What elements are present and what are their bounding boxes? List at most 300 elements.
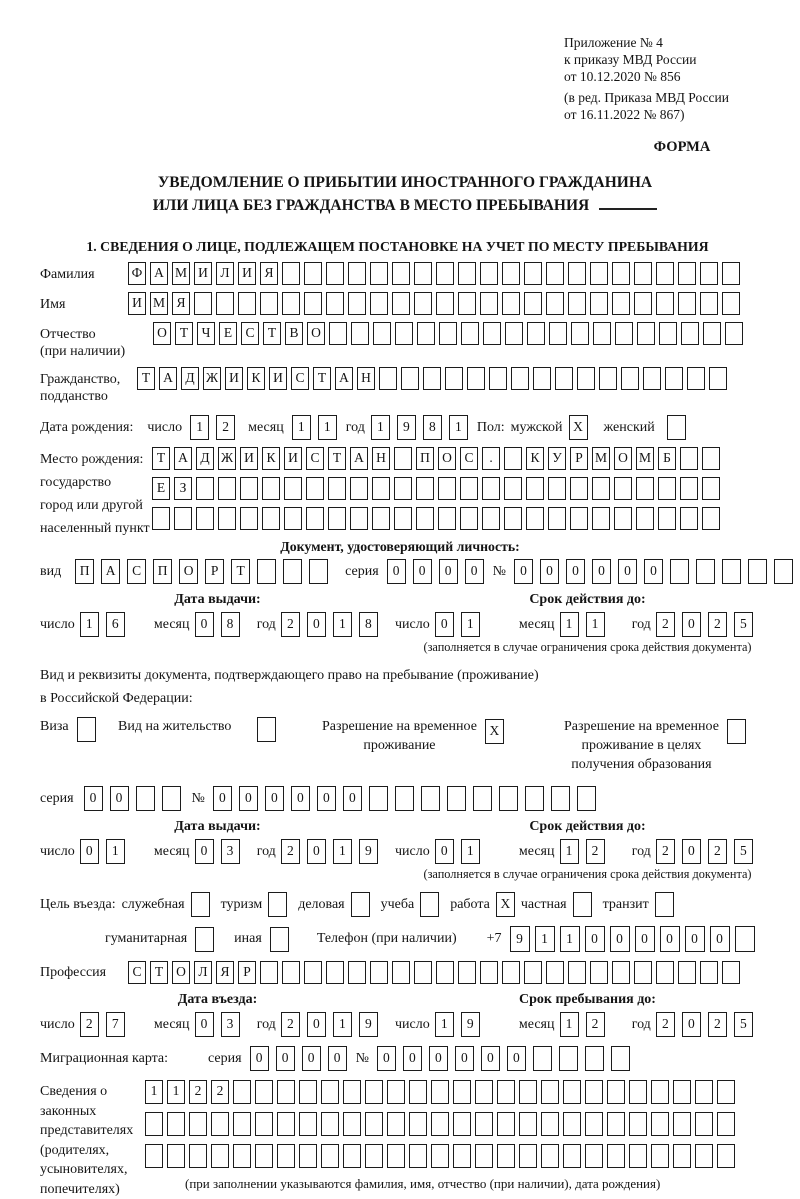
char-cell[interactable]: З [174, 477, 192, 500]
char-cell[interactable] [240, 477, 258, 500]
char-cell[interactable] [306, 507, 324, 530]
char-cell[interactable]: 1 [106, 839, 125, 864]
char-cell[interactable]: 2 [281, 612, 300, 637]
representatives-row1[interactable] [145, 1080, 800, 1104]
char-cell[interactable]: 0 [307, 612, 326, 637]
char-cell[interactable]: 1 [560, 926, 580, 952]
char-cell[interactable] [218, 477, 236, 500]
char-cell[interactable] [351, 322, 369, 345]
char-cell[interactable] [420, 892, 439, 917]
char-cell[interactable]: Е [219, 322, 237, 345]
char-cell[interactable] [700, 262, 718, 285]
char-cell[interactable] [643, 367, 661, 390]
char-cell[interactable]: 0 [435, 839, 454, 864]
char-cell[interactable]: Л [216, 262, 234, 285]
char-cell[interactable] [673, 1112, 691, 1136]
char-cell[interactable] [343, 1144, 361, 1168]
char-cell[interactable] [497, 1112, 515, 1136]
char-cell[interactable]: 1 [167, 1080, 185, 1104]
char-cell[interactable] [467, 367, 485, 390]
char-cell[interactable] [480, 262, 498, 285]
char-cell[interactable] [722, 292, 740, 315]
char-cell[interactable]: К [526, 447, 544, 470]
char-cell[interactable] [702, 447, 720, 470]
char-cell[interactable] [526, 507, 544, 530]
char-cell[interactable] [458, 292, 476, 315]
char-cell[interactable] [527, 322, 545, 345]
char-cell[interactable] [563, 1112, 581, 1136]
char-cell[interactable]: 1 [371, 415, 390, 440]
char-cell[interactable] [196, 477, 214, 500]
char-cell[interactable] [590, 262, 608, 285]
char-cell[interactable]: П [153, 559, 172, 584]
char-cell[interactable]: А [350, 447, 368, 470]
purpose-official-checkbox[interactable] [191, 892, 210, 917]
char-cell[interactable] [277, 1112, 295, 1136]
char-cell[interactable] [299, 1112, 317, 1136]
char-cell[interactable] [502, 262, 520, 285]
char-cell[interactable]: 0 [276, 1046, 295, 1071]
char-cell[interactable]: 1 [449, 415, 468, 440]
char-cell[interactable] [370, 292, 388, 315]
char-cell[interactable] [394, 447, 412, 470]
char-cell[interactable] [306, 477, 324, 500]
char-cell[interactable] [284, 477, 302, 500]
char-cell[interactable]: 0 [465, 559, 484, 584]
char-cell[interactable] [436, 262, 454, 285]
birth-place-row2[interactable] [152, 477, 800, 500]
patronymic-cells[interactable] [153, 322, 800, 345]
char-cell[interactable]: Т [175, 322, 193, 345]
char-cell[interactable] [533, 1046, 552, 1071]
char-cell[interactable] [504, 507, 522, 530]
char-cell[interactable] [365, 1112, 383, 1136]
char-cell[interactable]: Т [137, 367, 155, 390]
char-cell[interactable] [629, 1112, 647, 1136]
char-cell[interactable] [636, 507, 654, 530]
char-cell[interactable] [651, 1112, 669, 1136]
char-cell[interactable]: 7 [106, 1012, 125, 1037]
char-cell[interactable]: Т [313, 367, 331, 390]
char-cell[interactable] [722, 559, 741, 584]
char-cell[interactable] [238, 292, 256, 315]
char-cell[interactable] [673, 1080, 691, 1104]
char-cell[interactable]: 8 [221, 612, 240, 637]
char-cell[interactable] [680, 507, 698, 530]
char-cell[interactable] [678, 262, 696, 285]
char-cell[interactable] [722, 262, 740, 285]
char-cell[interactable] [370, 262, 388, 285]
char-cell[interactable]: 0 [403, 1046, 422, 1071]
char-cell[interactable] [637, 322, 655, 345]
char-cell[interactable] [489, 367, 507, 390]
char-cell[interactable] [505, 322, 523, 345]
temp-permit-edu-checkbox[interactable] [727, 719, 746, 744]
birth-place-row1[interactable] [152, 447, 800, 470]
char-cell[interactable]: 2 [586, 839, 605, 864]
char-cell[interactable]: 0 [377, 1046, 396, 1071]
issue-year-cells[interactable] [281, 612, 395, 637]
char-cell[interactable]: Ж [203, 367, 221, 390]
char-cell[interactable]: 1 [333, 612, 352, 637]
char-cell[interactable] [511, 367, 529, 390]
given-name-cells[interactable] [128, 292, 800, 315]
char-cell[interactable] [351, 892, 370, 917]
char-cell[interactable] [593, 322, 611, 345]
char-cell[interactable] [681, 322, 699, 345]
char-cell[interactable]: 2 [708, 1012, 727, 1037]
char-cell[interactable] [458, 961, 476, 984]
char-cell[interactable]: Д [196, 447, 214, 470]
char-cell[interactable] [497, 1144, 515, 1168]
char-cell[interactable]: 1 [80, 612, 99, 637]
char-cell[interactable]: Т [150, 961, 168, 984]
char-cell[interactable]: У [548, 447, 566, 470]
char-cell[interactable]: С [127, 559, 146, 584]
char-cell[interactable]: 0 [514, 559, 533, 584]
char-cell[interactable] [423, 367, 441, 390]
char-cell[interactable] [392, 292, 410, 315]
profession-cells[interactable] [128, 961, 800, 984]
char-cell[interactable] [577, 786, 596, 811]
char-cell[interactable]: 0 [195, 1012, 214, 1037]
char-cell[interactable]: 9 [359, 839, 378, 864]
char-cell[interactable]: 2 [281, 1012, 300, 1037]
char-cell[interactable] [372, 507, 390, 530]
char-cell[interactable]: Ф [128, 262, 146, 285]
char-cell[interactable]: О [614, 447, 632, 470]
entry-month-cells[interactable] [195, 1012, 257, 1037]
char-cell[interactable] [559, 1046, 578, 1071]
char-cell[interactable]: Б [658, 447, 676, 470]
char-cell[interactable]: И [128, 292, 146, 315]
char-cell[interactable]: Н [372, 447, 390, 470]
char-cell[interactable] [473, 786, 492, 811]
char-cell[interactable]: М [150, 292, 168, 315]
char-cell[interactable]: 0 [195, 839, 214, 864]
residence-permit-checkbox[interactable] [257, 717, 276, 742]
char-cell[interactable] [283, 559, 302, 584]
char-cell[interactable] [262, 477, 280, 500]
char-cell[interactable]: X [569, 415, 588, 440]
char-cell[interactable]: О [438, 447, 456, 470]
char-cell[interactable] [145, 1144, 163, 1168]
char-cell[interactable] [577, 367, 595, 390]
char-cell[interactable]: 9 [510, 926, 530, 952]
char-cell[interactable]: И [240, 447, 258, 470]
purpose-private-checkbox[interactable] [573, 892, 592, 917]
residence-issue-day-cells[interactable] [80, 839, 142, 864]
char-cell[interactable] [551, 786, 570, 811]
char-cell[interactable]: Р [570, 447, 588, 470]
char-cell[interactable] [717, 1144, 735, 1168]
char-cell[interactable]: И [194, 262, 212, 285]
char-cell[interactable]: П [75, 559, 94, 584]
char-cell[interactable] [365, 1144, 383, 1168]
char-cell[interactable]: 0 [710, 926, 730, 952]
char-cell[interactable] [211, 1144, 229, 1168]
char-cell[interactable] [416, 507, 434, 530]
char-cell[interactable]: 2 [656, 1012, 675, 1037]
char-cell[interactable] [533, 367, 551, 390]
char-cell[interactable] [525, 786, 544, 811]
char-cell[interactable]: 2 [211, 1080, 229, 1104]
char-cell[interactable] [453, 1144, 471, 1168]
char-cell[interactable]: 0 [439, 559, 458, 584]
char-cell[interactable] [370, 961, 388, 984]
char-cell[interactable] [504, 477, 522, 500]
char-cell[interactable] [555, 367, 573, 390]
char-cell[interactable]: 2 [708, 839, 727, 864]
char-cell[interactable] [369, 786, 388, 811]
char-cell[interactable]: А [159, 367, 177, 390]
char-cell[interactable] [774, 559, 793, 584]
char-cell[interactable]: О [179, 559, 198, 584]
char-cell[interactable] [189, 1112, 207, 1136]
char-cell[interactable] [326, 292, 344, 315]
char-cell[interactable] [571, 322, 589, 345]
expiry-day-cells[interactable] [435, 612, 507, 637]
char-cell[interactable]: С [306, 447, 324, 470]
char-cell[interactable]: 0 [265, 786, 284, 811]
char-cell[interactable] [414, 262, 432, 285]
char-cell[interactable]: 0 [250, 1046, 269, 1071]
char-cell[interactable]: 0 [84, 786, 103, 811]
char-cell[interactable]: 0 [429, 1046, 448, 1071]
char-cell[interactable] [703, 322, 721, 345]
char-cell[interactable] [417, 322, 435, 345]
char-cell[interactable] [482, 477, 500, 500]
char-cell[interactable]: 2 [656, 612, 675, 637]
char-cell[interactable] [651, 1144, 669, 1168]
char-cell[interactable]: 0 [80, 839, 99, 864]
char-cell[interactable] [612, 262, 630, 285]
char-cell[interactable] [392, 961, 410, 984]
char-cell[interactable]: Н [357, 367, 375, 390]
purpose-work-checkbox[interactable] [496, 892, 515, 917]
char-cell[interactable] [282, 262, 300, 285]
char-cell[interactable] [268, 892, 287, 917]
char-cell[interactable]: 0 [307, 1012, 326, 1037]
char-cell[interactable] [526, 477, 544, 500]
char-cell[interactable] [350, 507, 368, 530]
char-cell[interactable]: Т [231, 559, 250, 584]
char-cell[interactable]: 0 [635, 926, 655, 952]
char-cell[interactable]: 0 [592, 559, 611, 584]
char-cell[interactable]: 2 [80, 1012, 99, 1037]
char-cell[interactable]: 8 [359, 612, 378, 637]
char-cell[interactable] [233, 1144, 251, 1168]
char-cell[interactable]: А [101, 559, 120, 584]
char-cell[interactable] [717, 1080, 735, 1104]
char-cell[interactable]: 0 [455, 1046, 474, 1071]
representatives-row3[interactable] [145, 1144, 800, 1168]
char-cell[interactable] [233, 1080, 251, 1104]
representatives-row2[interactable] [145, 1112, 800, 1136]
char-cell[interactable]: 0 [302, 1046, 321, 1071]
char-cell[interactable]: 1 [145, 1080, 163, 1104]
char-cell[interactable] [695, 1080, 713, 1104]
char-cell[interactable] [570, 477, 588, 500]
purpose-study-checkbox[interactable] [420, 892, 439, 917]
char-cell[interactable] [461, 322, 479, 345]
char-cell[interactable] [409, 1144, 427, 1168]
char-cell[interactable] [431, 1144, 449, 1168]
char-cell[interactable] [702, 477, 720, 500]
migration-number-cells[interactable] [377, 1046, 637, 1071]
stay-month-cells[interactable] [560, 1012, 632, 1037]
char-cell[interactable] [475, 1112, 493, 1136]
char-cell[interactable] [436, 961, 454, 984]
char-cell[interactable] [343, 1112, 361, 1136]
expiry-month-cells[interactable] [560, 612, 632, 637]
stay-year-cells[interactable] [656, 1012, 780, 1037]
char-cell[interactable] [599, 367, 617, 390]
char-cell[interactable] [480, 292, 498, 315]
char-cell[interactable]: X [496, 892, 515, 917]
char-cell[interactable] [634, 961, 652, 984]
purpose-business-checkbox[interactable] [351, 892, 370, 917]
char-cell[interactable] [447, 786, 466, 811]
char-cell[interactable] [709, 367, 727, 390]
char-cell[interactable] [394, 477, 412, 500]
char-cell[interactable]: Е [152, 477, 170, 500]
birth-day-cells[interactable] [190, 415, 242, 440]
char-cell[interactable]: 2 [656, 839, 675, 864]
char-cell[interactable] [614, 477, 632, 500]
char-cell[interactable] [152, 507, 170, 530]
char-cell[interactable] [546, 262, 564, 285]
char-cell[interactable] [436, 292, 454, 315]
purpose-humanitarian-checkbox[interactable] [195, 927, 214, 952]
char-cell[interactable] [191, 892, 210, 917]
char-cell[interactable]: 0 [213, 786, 232, 811]
stay-day-cells[interactable] [435, 1012, 507, 1037]
char-cell[interactable] [504, 447, 522, 470]
char-cell[interactable] [499, 786, 518, 811]
residence-expiry-day-cells[interactable] [435, 839, 507, 864]
char-cell[interactable]: 0 [307, 839, 326, 864]
surname-cells[interactable] [128, 262, 800, 285]
char-cell[interactable] [590, 961, 608, 984]
char-cell[interactable] [612, 292, 630, 315]
char-cell[interactable]: 9 [359, 1012, 378, 1037]
char-cell[interactable] [634, 292, 652, 315]
char-cell[interactable] [409, 1080, 427, 1104]
char-cell[interactable]: А [335, 367, 353, 390]
char-cell[interactable] [326, 961, 344, 984]
char-cell[interactable]: 0 [610, 926, 630, 952]
char-cell[interactable] [255, 1112, 273, 1136]
char-cell[interactable] [607, 1144, 625, 1168]
char-cell[interactable] [629, 1080, 647, 1104]
char-cell[interactable] [343, 1080, 361, 1104]
char-cell[interactable] [607, 1080, 625, 1104]
char-cell[interactable]: 9 [461, 1012, 480, 1037]
doc-number-cells[interactable] [514, 559, 800, 584]
purpose-other-checkbox[interactable] [270, 927, 289, 952]
char-cell[interactable] [431, 1080, 449, 1104]
char-cell[interactable] [277, 1080, 295, 1104]
char-cell[interactable] [409, 1112, 427, 1136]
char-cell[interactable]: И [225, 367, 243, 390]
char-cell[interactable] [502, 961, 520, 984]
char-cell[interactable] [394, 507, 412, 530]
residence-number-cells[interactable] [213, 786, 603, 811]
char-cell[interactable] [240, 507, 258, 530]
char-cell[interactable] [299, 1080, 317, 1104]
char-cell[interactable] [282, 961, 300, 984]
phone-cells[interactable] [510, 926, 800, 952]
char-cell[interactable]: Я [216, 961, 234, 984]
char-cell[interactable] [636, 477, 654, 500]
char-cell[interactable] [629, 1144, 647, 1168]
char-cell[interactable] [524, 262, 542, 285]
char-cell[interactable] [727, 719, 746, 744]
issue-month-cells[interactable] [195, 612, 257, 637]
char-cell[interactable] [585, 1080, 603, 1104]
char-cell[interactable]: Л [194, 961, 212, 984]
char-cell[interactable]: И [269, 367, 287, 390]
char-cell[interactable] [573, 892, 592, 917]
char-cell[interactable]: Р [238, 961, 256, 984]
char-cell[interactable] [379, 367, 397, 390]
char-cell[interactable]: 1 [535, 926, 555, 952]
char-cell[interactable] [700, 292, 718, 315]
char-cell[interactable] [549, 322, 567, 345]
char-cell[interactable] [541, 1080, 559, 1104]
char-cell[interactable] [304, 961, 322, 984]
char-cell[interactable] [257, 559, 276, 584]
char-cell[interactable]: С [241, 322, 259, 345]
char-cell[interactable]: 5 [734, 839, 753, 864]
char-cell[interactable]: 0 [685, 926, 705, 952]
char-cell[interactable] [167, 1112, 185, 1136]
char-cell[interactable] [607, 1112, 625, 1136]
female-checkbox[interactable] [667, 415, 686, 440]
char-cell[interactable] [717, 1112, 735, 1136]
char-cell[interactable] [673, 1144, 691, 1168]
char-cell[interactable] [387, 1080, 405, 1104]
char-cell[interactable]: 0 [387, 559, 406, 584]
char-cell[interactable]: Т [263, 322, 281, 345]
char-cell[interactable] [194, 292, 212, 315]
char-cell[interactable]: 6 [106, 612, 125, 637]
birth-year-cells[interactable] [371, 415, 475, 440]
char-cell[interactable]: 9 [397, 415, 416, 440]
char-cell[interactable] [570, 507, 588, 530]
char-cell[interactable] [387, 1112, 405, 1136]
char-cell[interactable] [372, 477, 390, 500]
char-cell[interactable]: М [172, 262, 190, 285]
char-cell[interactable]: 1 [560, 839, 579, 864]
char-cell[interactable]: 0 [644, 559, 663, 584]
char-cell[interactable]: 2 [216, 415, 235, 440]
char-cell[interactable] [665, 367, 683, 390]
char-cell[interactable] [445, 367, 463, 390]
visa-checkbox[interactable] [77, 717, 96, 742]
char-cell[interactable]: О [153, 322, 171, 345]
char-cell[interactable]: С [291, 367, 309, 390]
char-cell[interactable] [667, 415, 686, 440]
char-cell[interactable] [321, 1112, 339, 1136]
char-cell[interactable] [568, 961, 586, 984]
char-cell[interactable]: 0 [239, 786, 258, 811]
char-cell[interactable] [696, 559, 715, 584]
char-cell[interactable] [326, 262, 344, 285]
char-cell[interactable] [284, 507, 302, 530]
char-cell[interactable]: О [307, 322, 325, 345]
